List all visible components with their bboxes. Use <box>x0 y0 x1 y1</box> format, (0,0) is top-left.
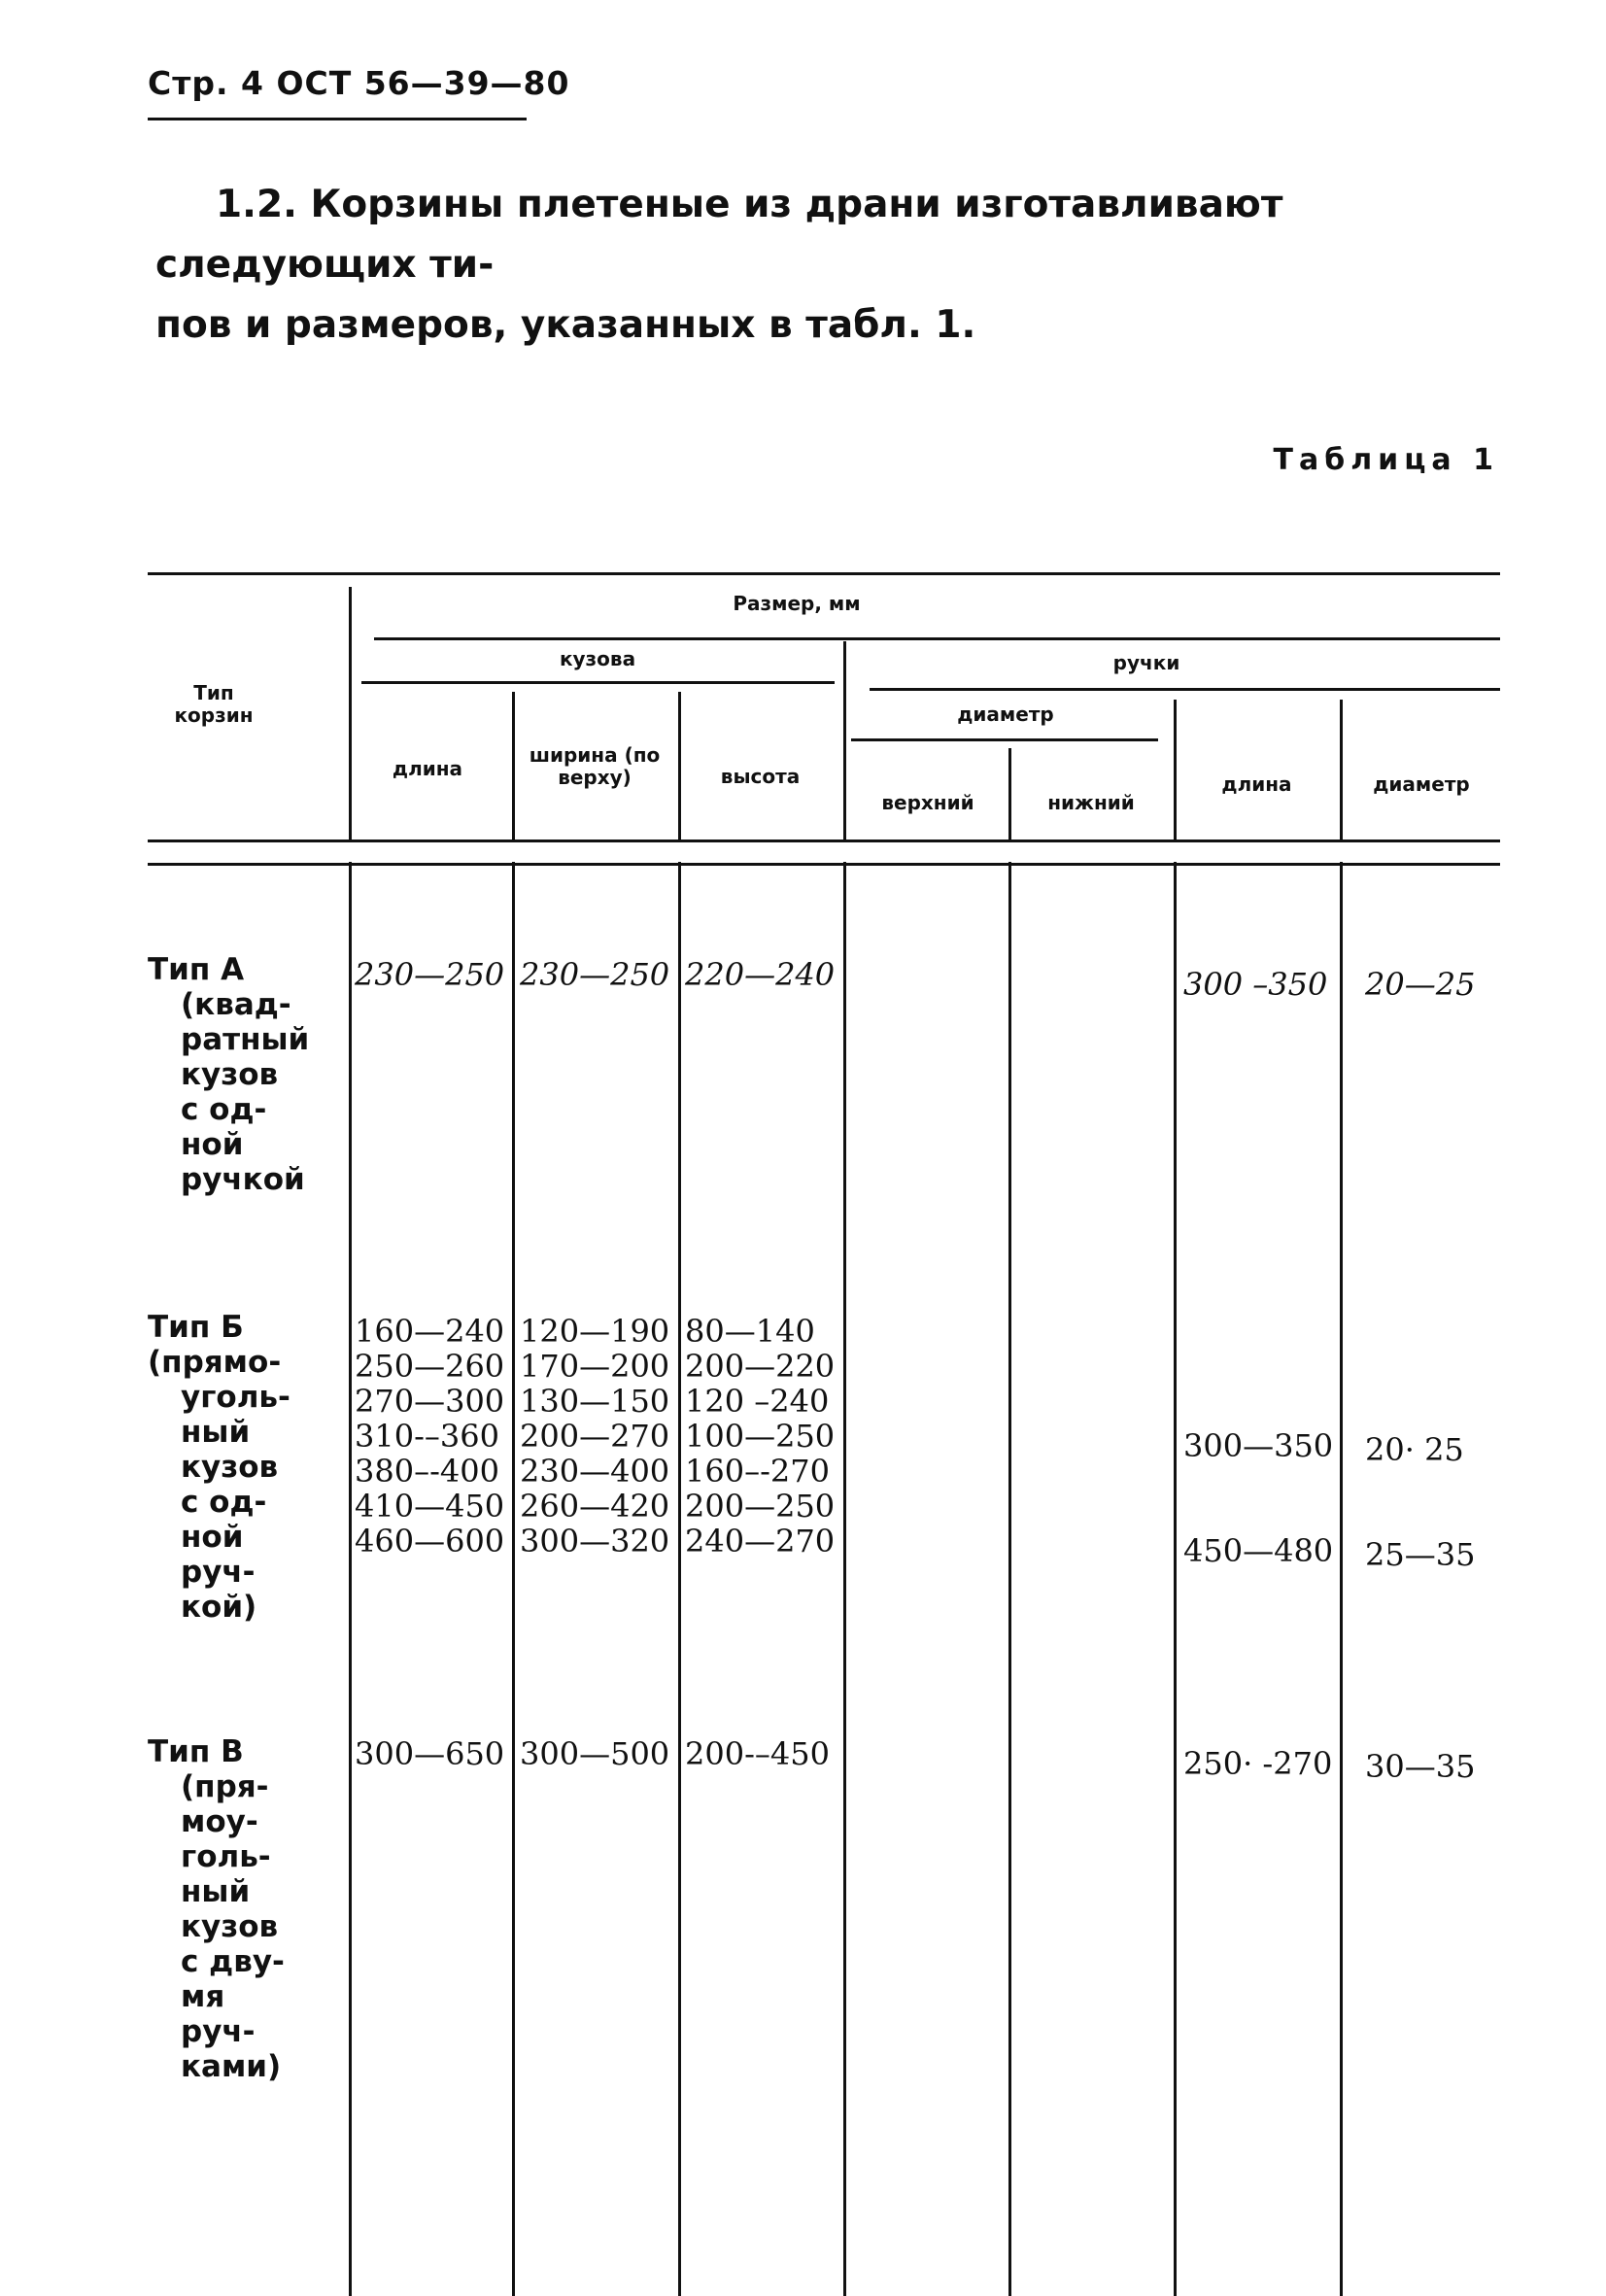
table-caption: Таблица 1 <box>1273 443 1499 477</box>
row-b-type: Тип Б (прямо- уголь- ный кузов с од- ной руч- кой) <box>148 1310 290 1625</box>
diameter-header-rule <box>851 738 1158 741</box>
header-handle-length: длина <box>1221 772 1292 796</box>
header-handle-diameter: диаметр <box>1373 772 1470 796</box>
header-handle: ручки <box>1112 651 1180 674</box>
col-rule-6 <box>1174 862 1177 2296</box>
col-rule-5-head <box>1008 748 1011 841</box>
row-v-width: 300—500 <box>520 1735 670 1772</box>
col-rule-6-head <box>1174 700 1177 841</box>
size-header-rule <box>374 637 1500 640</box>
header-size: Размер, мм <box>733 592 861 615</box>
col-rule-2-head <box>512 692 515 841</box>
col-rule-5 <box>1008 862 1011 2296</box>
col-rule-7 <box>1340 862 1343 2296</box>
row-v-length: 300—650 <box>355 1735 505 1772</box>
header-bottom: нижний <box>1047 791 1135 814</box>
col-rule-1-head <box>349 587 352 841</box>
row-a-length: 230—250 <box>355 956 505 993</box>
col-rule-3-head <box>678 692 681 841</box>
header-height: высота <box>720 765 801 788</box>
row-b-handle-diameter: 20· 25 25—35 <box>1365 1431 1476 1573</box>
paragraph-line-1: 1.2. Корзины плетеные из драни изготавливают следующих ти- <box>155 183 1283 287</box>
handle-header-rule <box>870 688 1500 691</box>
header-width: ширина (по верху) <box>529 743 661 789</box>
col-rule-3 <box>678 862 681 2296</box>
col-rule-1 <box>349 862 352 2296</box>
col-rule-4-head <box>843 641 846 841</box>
row-b-length: 160—240 250—260 270—300 310-–360 380–-400 410—450 460—600 <box>355 1313 505 1559</box>
header-top: верхний <box>881 791 974 814</box>
row-b-width: 120—190 170—200 130—150 200—270 230—400 260—420 300—320 <box>520 1313 670 1559</box>
header-body: кузова <box>559 647 636 670</box>
col-rule-2 <box>512 862 515 2296</box>
row-v-handle-diameter: 30—35 <box>1365 1748 1476 1785</box>
header-diameter: диаметр <box>957 703 1054 726</box>
page-header: Стр. 4 ОСТ 56—39—80 <box>148 64 570 102</box>
row-b-height: 80—140 200—220 120 –240 100—250 160–-270 200—250 240—270 <box>685 1313 836 1559</box>
table-top-rule <box>148 572 1500 575</box>
row-v-height: 200-–450 <box>685 1735 830 1772</box>
header-underline <box>148 118 527 120</box>
header-length: длина <box>392 757 463 780</box>
row-a-type: Тип А (квад- ратный кузов с од- ной ручкой <box>148 952 310 1197</box>
row-a-handle-diameter: 20—25 <box>1365 966 1476 1003</box>
paragraph-line-2: пов и размеров, указанных в табл. 1. <box>155 303 976 347</box>
row-v-type: Тип В (пря- моу- голь- ный кузов с дву- мя руч- ками) <box>148 1734 285 2084</box>
row-v-handle-length: 250· -270 <box>1183 1745 1333 1782</box>
intro-paragraph <box>155 175 1496 356</box>
row-b-handle-length: 300—350 450—480 <box>1183 1427 1334 1569</box>
row-a-width: 230—250 <box>520 956 670 993</box>
col-rule-4 <box>843 862 846 2296</box>
header-type: Тип корзин <box>174 681 254 727</box>
body-header-rule <box>361 681 835 684</box>
row-a-height: 220—240 <box>685 956 836 993</box>
row-a-handle-length: 300 –350 <box>1183 966 1328 1003</box>
col-rule-7-head <box>1340 700 1343 841</box>
